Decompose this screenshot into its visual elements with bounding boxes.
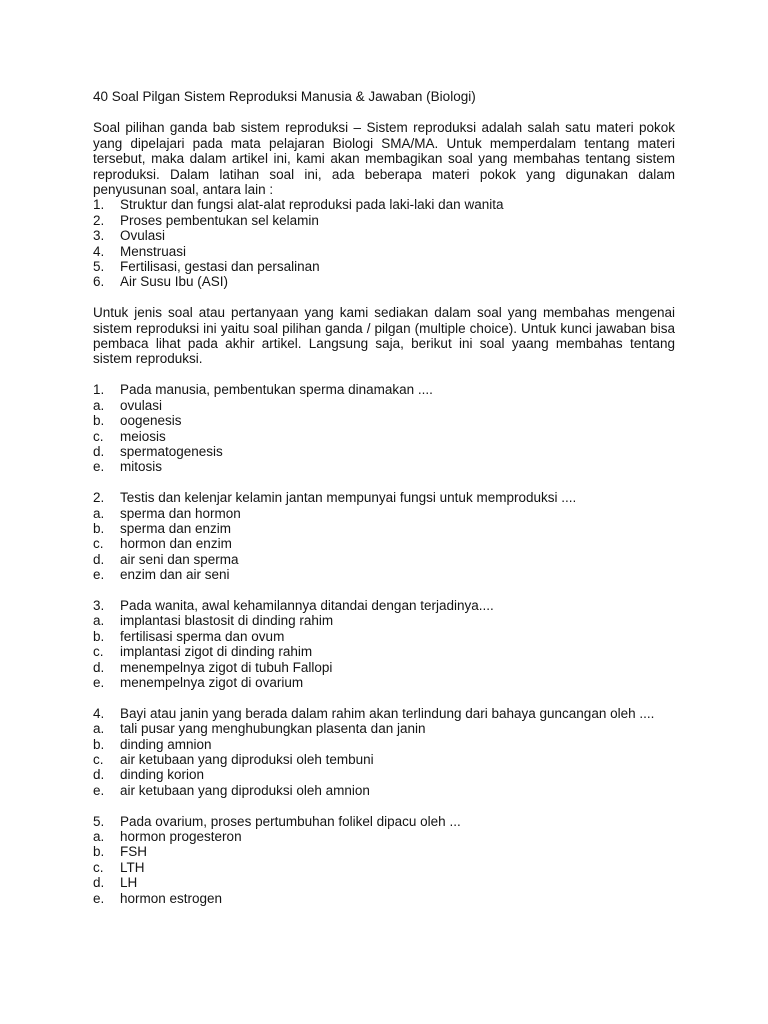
option-list <box>93 613 675 690</box>
question-text: Pada ovarium, proses pertumbuhan folikel dipacu oleh ... <box>120 813 461 829</box>
option-item <box>93 429 675 444</box>
option-item <box>93 783 675 798</box>
topic-text: Ovulasi <box>120 228 166 244</box>
topic-number: 5. <box>93 259 105 275</box>
option-item <box>93 752 675 767</box>
option-letter: c. <box>93 536 104 552</box>
option-letter: b. <box>93 413 105 429</box>
option-letter: c. <box>93 859 104 875</box>
question-text: Testis dan kelenjar kelamin jantan mempunyai fungsi untuk memproduksi .... <box>120 490 577 506</box>
topic-list <box>93 197 675 289</box>
option-text: sperma dan hormon <box>120 505 241 521</box>
option-letter: e. <box>93 459 105 475</box>
option-item <box>93 737 675 752</box>
topic-text: Proses pembentukan sel kelamin <box>120 212 319 228</box>
question <box>93 382 675 397</box>
option-letter: b. <box>93 844 105 860</box>
option-letter: a. <box>93 613 105 629</box>
option-text: LH <box>120 875 138 891</box>
topic-text: Struktur dan fungsi alat-alat reproduksi pada laki-laki dan wanita <box>120 197 504 213</box>
option-text: hormon progesteron <box>120 829 242 844</box>
topic-number: 3. <box>93 228 105 244</box>
question-number: 5. <box>93 813 105 829</box>
option-text: oogenesis <box>120 413 182 429</box>
document-title: 40 Soal Pilgan Sistem Reproduksi Manusia & Jawaban (Biologi) <box>93 89 476 104</box>
option-letter: a. <box>93 505 105 521</box>
topic-item <box>93 213 675 228</box>
option-list <box>93 506 675 583</box>
option-letter: b. <box>93 628 105 644</box>
option-text: ovulasi <box>120 397 163 413</box>
option-item <box>93 675 675 690</box>
option-item <box>93 660 675 675</box>
option-letter: a. <box>93 721 105 737</box>
option-letter: e. <box>93 567 105 583</box>
topic-number: 6. <box>93 274 105 290</box>
option-item <box>93 891 675 906</box>
option-item <box>93 506 675 521</box>
question-text: Pada wanita, awal kehamilannya ditandai dengan terjadinya.... <box>120 597 494 613</box>
option-text: dinding korion <box>120 767 205 783</box>
option-letter: a. <box>93 397 105 413</box>
option-text: hormon estrogen <box>120 890 223 906</box>
option-letter: c. <box>93 428 104 444</box>
topic-item <box>93 259 675 274</box>
option-item <box>93 829 675 844</box>
second-paragraph: Untuk jenis soal atau pertanyaan yang kami sediakan dalam soal yang membahas mengenai sistem reproduksi ini yaitu soal pilihan ganda / pilgan (multiple choice). Untuk kunci jawaban bisa pembaca lihat pada akhir artikel. Langsung saja, berikut ini soal yaang membahas tentang sistem reproduksi. <box>93 305 675 367</box>
option-letter: e. <box>93 674 105 690</box>
option-text: air seni dan sperma <box>120 551 239 567</box>
option-list <box>93 829 675 906</box>
intro-paragraph: Soal pilihan ganda bab sistem reproduksi – Sistem reproduksi adalah salah satu materi pokok yang dipelajari pada mata pelajaran Biologi SMA/MA. Untuk memperdalam tentang materi tersebut, maka dalam artikel ini, kami akan membagikan soal yang membahas tentang sistem reproduksi. Dalam latihan soal ini, ada beberapa materi pokok yang digunakan dalam penyusunan soal, antara lain : <box>93 120 675 198</box>
spacer <box>93 798 675 813</box>
option-text: menempelnya zigot di tubuh Fallopi <box>120 659 333 675</box>
option-letter: a. <box>93 829 105 844</box>
option-list <box>93 721 675 798</box>
option-text: menempelnya zigot di ovarium <box>120 674 304 690</box>
option-letter: e. <box>93 782 105 798</box>
question <box>93 490 675 505</box>
option-letter: b. <box>93 736 105 752</box>
question <box>93 706 675 721</box>
question <box>93 598 675 613</box>
question-number: 2. <box>93 490 105 506</box>
option-text: implantasi blastosit di dinding rahim <box>120 613 334 629</box>
topic-item <box>93 244 675 259</box>
topic-number: 1. <box>93 197 105 213</box>
option-letter: c. <box>93 644 104 660</box>
option-item <box>93 629 675 644</box>
option-text: dinding amnion <box>120 736 212 752</box>
option-text: air ketubaan yang diproduksi oleh amnion <box>120 782 370 798</box>
option-item <box>93 721 675 736</box>
option-text: air ketubaan yang diproduksi oleh tembuni <box>120 751 374 767</box>
option-item <box>93 860 675 875</box>
topic-number: 4. <box>93 243 105 259</box>
question-number: 3. <box>93 597 105 613</box>
question-block <box>93 706 675 798</box>
option-text: fertilisasi sperma dan ovum <box>120 628 285 644</box>
question <box>93 814 675 829</box>
topic-item <box>93 274 675 289</box>
option-item <box>93 644 675 659</box>
topic-text: Menstruasi <box>120 243 187 259</box>
option-item <box>93 844 675 859</box>
question-block <box>93 382 675 474</box>
question-block <box>93 490 675 582</box>
document-content <box>93 89 675 906</box>
topic-text: Fertilisasi, gestasi dan persalinan <box>120 259 320 275</box>
option-list <box>93 398 675 475</box>
option-text: meiosis <box>120 428 166 444</box>
option-letter: d. <box>93 551 105 567</box>
option-letter: d. <box>93 443 105 459</box>
question-text: Pada manusia, pembentukan sperma dinamakan .... <box>120 382 433 398</box>
question-text: Bayi atau janin yang berada dalam rahim akan terlindung dari bahaya guncangan oleh .... <box>120 705 655 721</box>
option-letter: e. <box>93 890 105 906</box>
option-text: spermatogenesis <box>120 443 223 459</box>
option-item <box>93 521 675 536</box>
spacer <box>93 690 675 705</box>
option-letter: b. <box>93 520 105 536</box>
option-item <box>93 444 675 459</box>
topic-number: 2. <box>93 212 105 228</box>
option-text: mitosis <box>120 459 163 475</box>
option-text: hormon dan enzim <box>120 536 232 552</box>
topic-item <box>93 197 675 212</box>
option-item <box>93 767 675 782</box>
question-number: 1. <box>93 382 105 398</box>
spacer <box>93 583 675 598</box>
option-text: tali pusar yang menghubungkan plasenta dan janin <box>120 721 426 737</box>
option-item <box>93 552 675 567</box>
option-item <box>93 413 675 428</box>
spacer <box>93 290 675 305</box>
question-number: 4. <box>93 705 105 721</box>
option-item <box>93 398 675 413</box>
option-text: LTH <box>120 859 145 875</box>
option-letter: d. <box>93 767 105 783</box>
question-block <box>93 598 675 690</box>
option-text: enzim dan air seni <box>120 567 230 583</box>
option-item <box>93 875 675 890</box>
option-item <box>93 567 675 582</box>
option-item <box>93 613 675 628</box>
option-text: sperma dan enzim <box>120 520 232 536</box>
topic-text: Air Susu Ibu (ASI) <box>120 274 229 290</box>
option-letter: d. <box>93 875 105 891</box>
spacer <box>93 367 675 382</box>
spacer <box>93 475 675 490</box>
option-item <box>93 536 675 551</box>
option-text: implantasi zigot di dinding rahim <box>120 644 313 660</box>
question-block <box>93 814 675 906</box>
option-item <box>93 459 675 474</box>
option-letter: c. <box>93 751 104 767</box>
option-letter: d. <box>93 659 105 675</box>
option-text: FSH <box>120 844 147 860</box>
topic-item <box>93 228 675 243</box>
